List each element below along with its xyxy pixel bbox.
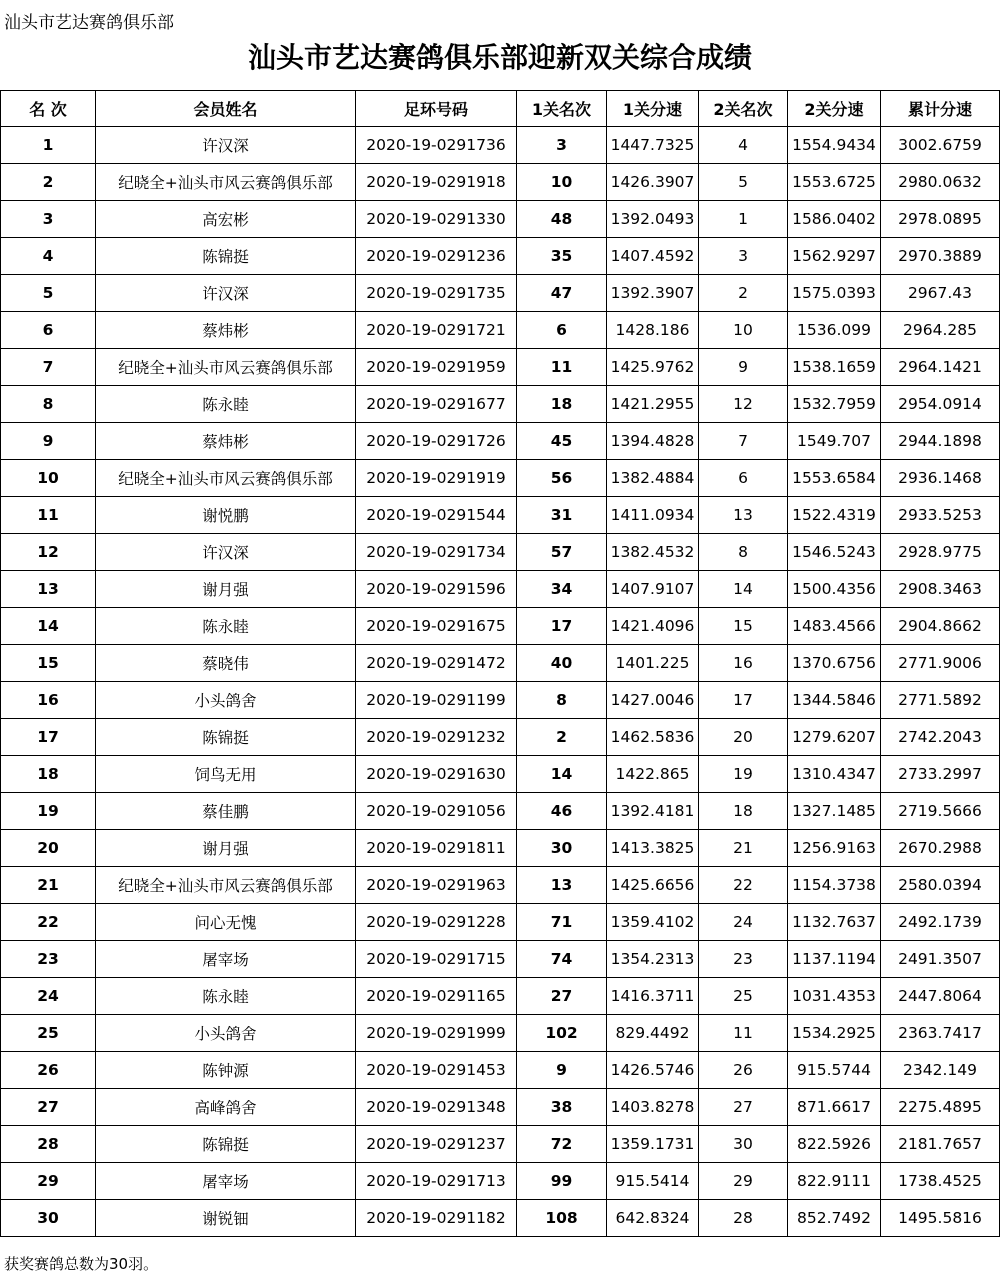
table-row <box>1 386 1000 423</box>
race1-rank-cell: 35 <box>517 238 607 275</box>
race1-rank-cell: 14 <box>517 756 607 793</box>
total-speed-cell: 2964.1421 <box>881 349 1000 386</box>
ring-number-cell: 2020-19-0291675 <box>356 608 517 645</box>
table-row <box>1 571 1000 608</box>
rank-cell: 8 <box>1 386 96 423</box>
footer-note: 获奖赛鸽总数为30羽。 <box>4 1255 159 1273</box>
race1-speed-cell: 829.4492 <box>607 1015 699 1052</box>
race2-rank-cell: 6 <box>699 460 788 497</box>
ring-number-cell: 2020-19-0291236 <box>356 238 517 275</box>
member-name-cell: 陈锦挺 <box>96 719 356 756</box>
race2-speed-cell: 1483.4566 <box>788 608 881 645</box>
total-speed-cell: 2936.1468 <box>881 460 1000 497</box>
member-name-cell: 陈永睦 <box>96 608 356 645</box>
table-row <box>1 275 1000 312</box>
race1-rank-cell: 9 <box>517 1052 607 1089</box>
col-header-race2-rank: 2关名次 <box>699 91 788 127</box>
race1-rank-cell: 45 <box>517 423 607 460</box>
race2-rank-cell: 16 <box>699 645 788 682</box>
race2-rank-cell: 25 <box>699 978 788 1015</box>
ring-number-cell: 2020-19-0291232 <box>356 719 517 756</box>
table-row <box>1 978 1000 1015</box>
race1-speed-cell: 915.5414 <box>607 1163 699 1200</box>
rank-cell: 20 <box>1 830 96 867</box>
member-name-cell: 纪晓全+汕头市风云赛鸽俱乐部 <box>96 349 356 386</box>
race2-speed-cell: 1344.5846 <box>788 682 881 719</box>
total-speed-cell: 2670.2988 <box>881 830 1000 867</box>
table-row <box>1 682 1000 719</box>
table-row <box>1 312 1000 349</box>
ring-number-cell: 2020-19-0291918 <box>356 164 517 201</box>
race1-speed-cell: 1394.4828 <box>607 423 699 460</box>
race1-rank-cell: 3 <box>517 127 607 164</box>
race2-speed-cell: 1575.0393 <box>788 275 881 312</box>
member-name-cell: 蔡晓伟 <box>96 645 356 682</box>
ring-number-cell: 2020-19-0291963 <box>356 867 517 904</box>
race2-rank-cell: 27 <box>699 1089 788 1126</box>
race1-rank-cell: 34 <box>517 571 607 608</box>
rank-cell: 13 <box>1 571 96 608</box>
race2-speed-cell: 915.5744 <box>788 1052 881 1089</box>
race2-rank-cell: 20 <box>699 719 788 756</box>
race2-rank-cell: 17 <box>699 682 788 719</box>
total-speed-cell: 2447.8064 <box>881 978 1000 1015</box>
rank-cell: 27 <box>1 1089 96 1126</box>
rank-cell: 4 <box>1 238 96 275</box>
ring-number-cell: 2020-19-0291544 <box>356 497 517 534</box>
member-name-cell: 蔡炜彬 <box>96 312 356 349</box>
race1-rank-cell: 27 <box>517 978 607 1015</box>
race1-rank-cell: 71 <box>517 904 607 941</box>
race2-speed-cell: 1549.707 <box>788 423 881 460</box>
race1-speed-cell: 1382.4532 <box>607 534 699 571</box>
member-name-cell: 纪晓全+汕头市风云赛鸽俱乐部 <box>96 460 356 497</box>
rank-cell: 19 <box>1 793 96 830</box>
member-name-cell: 问心无愧 <box>96 904 356 941</box>
ring-number-cell: 2020-19-0291165 <box>356 978 517 1015</box>
race1-rank-cell: 46 <box>517 793 607 830</box>
race2-speed-cell: 871.6617 <box>788 1089 881 1126</box>
race1-speed-cell: 1407.9107 <box>607 571 699 608</box>
race1-rank-cell: 74 <box>517 941 607 978</box>
race1-rank-cell: 56 <box>517 460 607 497</box>
race2-rank-cell: 1 <box>699 201 788 238</box>
page-title: 汕头市艺达赛鸽俱乐部迎新双关综合成绩 <box>247 41 752 74</box>
race2-speed-cell: 1500.4356 <box>788 571 881 608</box>
race2-speed-cell: 1310.4347 <box>788 756 881 793</box>
race2-rank-cell: 2 <box>699 275 788 312</box>
total-speed-cell: 2954.0914 <box>881 386 1000 423</box>
table-row <box>1 201 1000 238</box>
race1-speed-cell: 1416.3711 <box>607 978 699 1015</box>
ring-number-cell: 2020-19-0291726 <box>356 423 517 460</box>
ring-number-cell: 2020-19-0291348 <box>356 1089 517 1126</box>
member-name-cell: 许汉深 <box>96 127 356 164</box>
rank-cell: 18 <box>1 756 96 793</box>
ring-number-cell: 2020-19-0291713 <box>356 1163 517 1200</box>
rank-cell: 9 <box>1 423 96 460</box>
table-row <box>1 1089 1000 1126</box>
member-name-cell: 陈钟源 <box>96 1052 356 1089</box>
race1-rank-cell: 72 <box>517 1126 607 1163</box>
race1-rank-cell: 31 <box>517 497 607 534</box>
table-row <box>1 349 1000 386</box>
ring-number-cell: 2020-19-0291630 <box>356 756 517 793</box>
race2-speed-cell: 1532.7959 <box>788 386 881 423</box>
results-table <box>0 90 1000 1237</box>
total-speed-cell: 2342.149 <box>881 1052 1000 1089</box>
race1-speed-cell: 1447.7325 <box>607 127 699 164</box>
member-name-cell: 屠宰场 <box>96 1163 356 1200</box>
table-row <box>1 534 1000 571</box>
race1-speed-cell: 1382.4884 <box>607 460 699 497</box>
col-header-ring-number: 足环号码 <box>356 91 517 127</box>
table-row <box>1 793 1000 830</box>
race2-speed-cell: 1538.1659 <box>788 349 881 386</box>
race1-speed-cell: 1401.225 <box>607 645 699 682</box>
rank-cell: 21 <box>1 867 96 904</box>
race2-rank-cell: 30 <box>699 1126 788 1163</box>
total-speed-cell: 1738.4525 <box>881 1163 1000 1200</box>
race2-speed-cell: 1031.4353 <box>788 978 881 1015</box>
race1-speed-cell: 1426.3907 <box>607 164 699 201</box>
race2-speed-cell: 822.5926 <box>788 1126 881 1163</box>
ring-number-cell: 2020-19-0291472 <box>356 645 517 682</box>
table-row <box>1 719 1000 756</box>
race2-rank-cell: 28 <box>699 1200 788 1237</box>
member-name-cell: 许汉深 <box>96 275 356 312</box>
table-row <box>1 127 1000 164</box>
race1-rank-cell: 2 <box>517 719 607 756</box>
race1-speed-cell: 1426.5746 <box>607 1052 699 1089</box>
total-speed-cell: 2904.8662 <box>881 608 1000 645</box>
race1-speed-cell: 1425.6656 <box>607 867 699 904</box>
rank-cell: 1 <box>1 127 96 164</box>
col-header-member-name: 会员姓名 <box>96 91 356 127</box>
race2-speed-cell: 1256.9163 <box>788 830 881 867</box>
rank-cell: 24 <box>1 978 96 1015</box>
rank-cell: 25 <box>1 1015 96 1052</box>
race2-speed-cell: 852.7492 <box>788 1200 881 1237</box>
ring-number-cell: 2020-19-0291199 <box>356 682 517 719</box>
race2-speed-cell: 1154.3738 <box>788 867 881 904</box>
race2-rank-cell: 24 <box>699 904 788 941</box>
total-speed-cell: 2964.285 <box>881 312 1000 349</box>
race2-rank-cell: 12 <box>699 386 788 423</box>
race1-speed-cell: 1427.0046 <box>607 682 699 719</box>
race1-rank-cell: 57 <box>517 534 607 571</box>
race1-speed-cell: 1407.4592 <box>607 238 699 275</box>
race2-speed-cell: 1554.9434 <box>788 127 881 164</box>
total-speed-cell: 2967.43 <box>881 275 1000 312</box>
total-speed-cell: 2771.9006 <box>881 645 1000 682</box>
race1-speed-cell: 1359.1731 <box>607 1126 699 1163</box>
ring-number-cell: 2020-19-0291228 <box>356 904 517 941</box>
race1-speed-cell: 1392.0493 <box>607 201 699 238</box>
table-row <box>1 830 1000 867</box>
table-row <box>1 238 1000 275</box>
race1-rank-cell: 99 <box>517 1163 607 1200</box>
race2-speed-cell: 1522.4319 <box>788 497 881 534</box>
race1-rank-cell: 11 <box>517 349 607 386</box>
race2-speed-cell: 822.9111 <box>788 1163 881 1200</box>
organization-name: 汕头市艺达赛鸽俱乐部 <box>4 13 174 33</box>
race1-speed-cell: 1359.4102 <box>607 904 699 941</box>
rank-cell: 3 <box>1 201 96 238</box>
total-speed-cell: 3002.6759 <box>881 127 1000 164</box>
race1-rank-cell: 18 <box>517 386 607 423</box>
table-row <box>1 608 1000 645</box>
race2-rank-cell: 8 <box>699 534 788 571</box>
col-header-race1-speed: 1关分速 <box>607 91 699 127</box>
race2-rank-cell: 11 <box>699 1015 788 1052</box>
total-speed-cell: 2492.1739 <box>881 904 1000 941</box>
race1-speed-cell: 1421.4096 <box>607 608 699 645</box>
race1-speed-cell: 1392.4181 <box>607 793 699 830</box>
total-speed-cell: 2980.0632 <box>881 164 1000 201</box>
race1-speed-cell: 642.8324 <box>607 1200 699 1237</box>
race2-speed-cell: 1534.2925 <box>788 1015 881 1052</box>
total-speed-cell: 2908.3463 <box>881 571 1000 608</box>
table-row <box>1 1200 1000 1237</box>
total-speed-cell: 2181.7657 <box>881 1126 1000 1163</box>
total-speed-cell: 2970.3889 <box>881 238 1000 275</box>
race2-rank-cell: 18 <box>699 793 788 830</box>
rank-cell: 16 <box>1 682 96 719</box>
rank-cell: 30 <box>1 1200 96 1237</box>
total-speed-cell: 2742.2043 <box>881 719 1000 756</box>
member-name-cell: 纪晓全+汕头市风云赛鸽俱乐部 <box>96 164 356 201</box>
race2-speed-cell: 1586.0402 <box>788 201 881 238</box>
table-row <box>1 1126 1000 1163</box>
race1-rank-cell: 10 <box>517 164 607 201</box>
table-row <box>1 497 1000 534</box>
rank-cell: 2 <box>1 164 96 201</box>
ring-number-cell: 2020-19-0291182 <box>356 1200 517 1237</box>
race1-speed-cell: 1428.186 <box>607 312 699 349</box>
race2-speed-cell: 1553.6725 <box>788 164 881 201</box>
ring-number-cell: 2020-19-0291736 <box>356 127 517 164</box>
total-speed-cell: 2933.5253 <box>881 497 1000 534</box>
race2-rank-cell: 4 <box>699 127 788 164</box>
member-name-cell: 纪晓全+汕头市风云赛鸽俱乐部 <box>96 867 356 904</box>
race2-speed-cell: 1553.6584 <box>788 460 881 497</box>
race2-rank-cell: 5 <box>699 164 788 201</box>
ring-number-cell: 2020-19-0291596 <box>356 571 517 608</box>
rank-cell: 7 <box>1 349 96 386</box>
table-row <box>1 423 1000 460</box>
race2-rank-cell: 3 <box>699 238 788 275</box>
rank-cell: 11 <box>1 497 96 534</box>
race2-speed-cell: 1546.5243 <box>788 534 881 571</box>
race2-rank-cell: 26 <box>699 1052 788 1089</box>
race2-speed-cell: 1327.1485 <box>788 793 881 830</box>
race2-rank-cell: 23 <box>699 941 788 978</box>
member-name-cell: 陈锦挺 <box>96 238 356 275</box>
col-header-total-speed: 累计分速 <box>881 91 1000 127</box>
total-speed-cell: 2275.4895 <box>881 1089 1000 1126</box>
race2-speed-cell: 1370.6756 <box>788 645 881 682</box>
race2-speed-cell: 1536.099 <box>788 312 881 349</box>
race2-rank-cell: 21 <box>699 830 788 867</box>
total-speed-cell: 2363.7417 <box>881 1015 1000 1052</box>
member-name-cell: 谢悦鹏 <box>96 497 356 534</box>
table-row <box>1 1052 1000 1089</box>
member-name-cell: 许汉深 <box>96 534 356 571</box>
col-header-rank: 名 次 <box>1 91 96 127</box>
col-header-race2-speed: 2关分速 <box>788 91 881 127</box>
race1-speed-cell: 1354.2313 <box>607 941 699 978</box>
ring-number-cell: 2020-19-0291715 <box>356 941 517 978</box>
race1-rank-cell: 38 <box>517 1089 607 1126</box>
table-row <box>1 756 1000 793</box>
member-name-cell: 小头鸽舍 <box>96 682 356 719</box>
rank-cell: 23 <box>1 941 96 978</box>
rank-cell: 22 <box>1 904 96 941</box>
race2-speed-cell: 1137.1194 <box>788 941 881 978</box>
race1-speed-cell: 1422.865 <box>607 756 699 793</box>
rank-cell: 14 <box>1 608 96 645</box>
race1-rank-cell: 17 <box>517 608 607 645</box>
race1-speed-cell: 1413.3825 <box>607 830 699 867</box>
total-speed-cell: 2733.2997 <box>881 756 1000 793</box>
ring-number-cell: 2020-19-0291734 <box>356 534 517 571</box>
member-name-cell: 陈永睦 <box>96 978 356 1015</box>
race1-speed-cell: 1425.9762 <box>607 349 699 386</box>
race1-rank-cell: 30 <box>517 830 607 867</box>
table-row <box>1 460 1000 497</box>
total-speed-cell: 2944.1898 <box>881 423 1000 460</box>
ring-number-cell: 2020-19-0291919 <box>356 460 517 497</box>
table-row <box>1 904 1000 941</box>
ring-number-cell: 2020-19-0291735 <box>356 275 517 312</box>
table-row <box>1 1015 1000 1052</box>
header-row <box>1 91 1000 127</box>
total-speed-cell: 2491.3507 <box>881 941 1000 978</box>
ring-number-cell: 2020-19-0291330 <box>356 201 517 238</box>
race1-rank-cell: 6 <box>517 312 607 349</box>
ring-number-cell: 2020-19-0291721 <box>356 312 517 349</box>
table-row <box>1 941 1000 978</box>
race1-speed-cell: 1462.5836 <box>607 719 699 756</box>
member-name-cell: 谢月强 <box>96 571 356 608</box>
race1-rank-cell: 48 <box>517 201 607 238</box>
race1-rank-cell: 40 <box>517 645 607 682</box>
race2-speed-cell: 1562.9297 <box>788 238 881 275</box>
race1-rank-cell: 102 <box>517 1015 607 1052</box>
race2-rank-cell: 13 <box>699 497 788 534</box>
member-name-cell: 高宏彬 <box>96 201 356 238</box>
race1-speed-cell: 1411.0934 <box>607 497 699 534</box>
race1-rank-cell: 8 <box>517 682 607 719</box>
ring-number-cell: 2020-19-0291999 <box>356 1015 517 1052</box>
table-row <box>1 164 1000 201</box>
rank-cell: 10 <box>1 460 96 497</box>
table-row <box>1 1163 1000 1200</box>
rank-cell: 29 <box>1 1163 96 1200</box>
race2-rank-cell: 22 <box>699 867 788 904</box>
ring-number-cell: 2020-19-0291237 <box>356 1126 517 1163</box>
race1-speed-cell: 1403.8278 <box>607 1089 699 1126</box>
ring-number-cell: 2020-19-0291453 <box>356 1052 517 1089</box>
ring-number-cell: 2020-19-0291677 <box>356 386 517 423</box>
race2-speed-cell: 1279.6207 <box>788 719 881 756</box>
rank-cell: 15 <box>1 645 96 682</box>
table-row <box>1 645 1000 682</box>
total-speed-cell: 2580.0394 <box>881 867 1000 904</box>
race2-rank-cell: 10 <box>699 312 788 349</box>
ring-number-cell: 2020-19-0291811 <box>356 830 517 867</box>
total-speed-cell: 2928.9775 <box>881 534 1000 571</box>
ring-number-cell: 2020-19-0291056 <box>356 793 517 830</box>
member-name-cell: 屠宰场 <box>96 941 356 978</box>
race1-rank-cell: 47 <box>517 275 607 312</box>
total-speed-cell: 2719.5666 <box>881 793 1000 830</box>
total-speed-cell: 2978.0895 <box>881 201 1000 238</box>
race2-rank-cell: 19 <box>699 756 788 793</box>
member-name-cell: 谢月强 <box>96 830 356 867</box>
member-name-cell: 陈永睦 <box>96 386 356 423</box>
race1-rank-cell: 13 <box>517 867 607 904</box>
race2-rank-cell: 9 <box>699 349 788 386</box>
table-row <box>1 867 1000 904</box>
total-speed-cell: 2771.5892 <box>881 682 1000 719</box>
member-name-cell: 陈锦挺 <box>96 1126 356 1163</box>
member-name-cell: 蔡佳鹏 <box>96 793 356 830</box>
race2-rank-cell: 14 <box>699 571 788 608</box>
race1-speed-cell: 1421.2955 <box>607 386 699 423</box>
rank-cell: 12 <box>1 534 96 571</box>
rank-cell: 28 <box>1 1126 96 1163</box>
rank-cell: 6 <box>1 312 96 349</box>
race1-speed-cell: 1392.3907 <box>607 275 699 312</box>
race2-rank-cell: 7 <box>699 423 788 460</box>
member-name-cell: 小头鸽舍 <box>96 1015 356 1052</box>
race2-rank-cell: 29 <box>699 1163 788 1200</box>
race2-rank-cell: 15 <box>699 608 788 645</box>
member-name-cell: 高峰鸽舍 <box>96 1089 356 1126</box>
col-header-race1-rank: 1关名次 <box>517 91 607 127</box>
rank-cell: 26 <box>1 1052 96 1089</box>
member-name-cell: 谢锐钿 <box>96 1200 356 1237</box>
total-speed-cell: 1495.5816 <box>881 1200 1000 1237</box>
ring-number-cell: 2020-19-0291959 <box>356 349 517 386</box>
rank-cell: 17 <box>1 719 96 756</box>
race2-speed-cell: 1132.7637 <box>788 904 881 941</box>
member-name-cell: 蔡炜彬 <box>96 423 356 460</box>
race1-rank-cell: 108 <box>517 1200 607 1237</box>
rank-cell: 5 <box>1 275 96 312</box>
member-name-cell: 饲鸟无用 <box>96 756 356 793</box>
